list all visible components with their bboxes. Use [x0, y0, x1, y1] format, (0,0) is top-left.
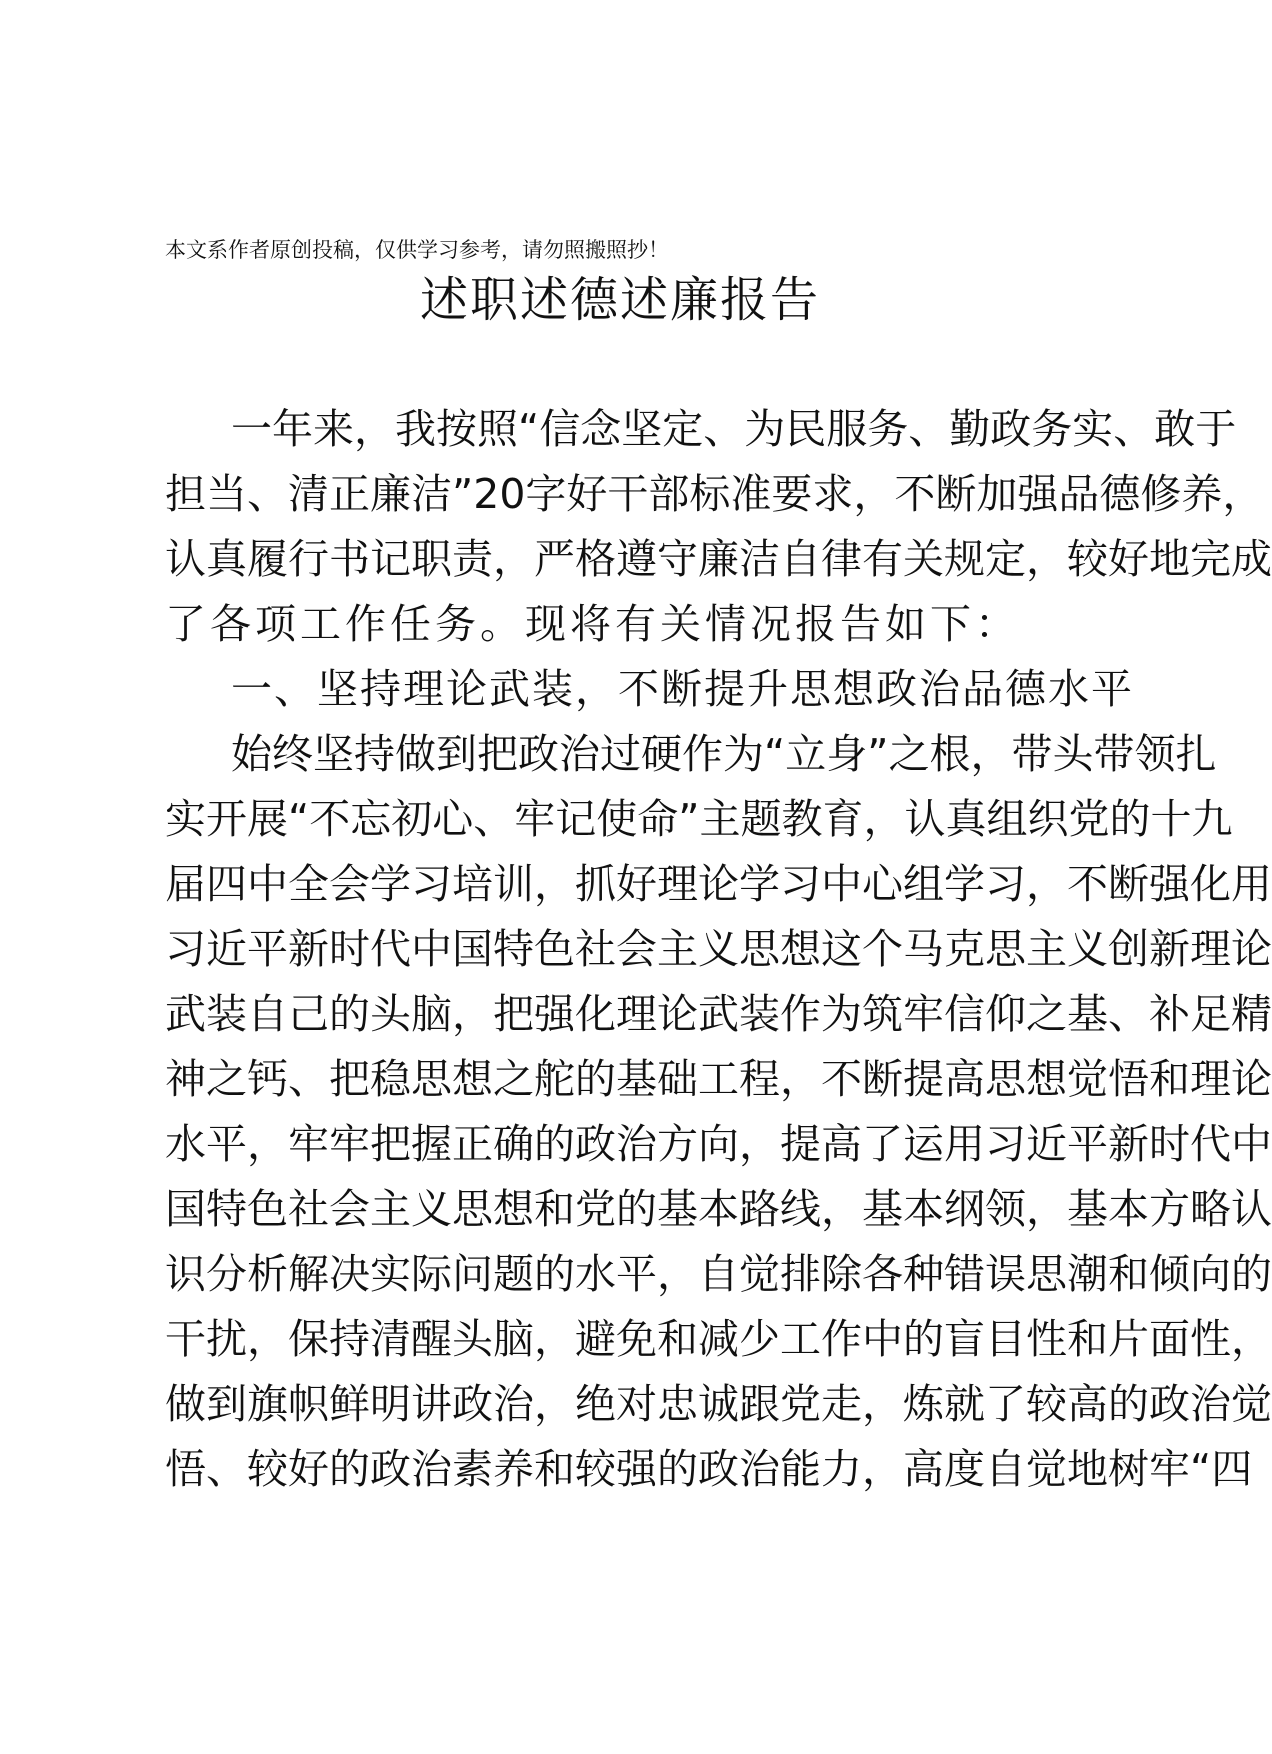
- document-body: [165, 397, 1272, 1502]
- paragraph-line: 做到旗帜鲜明讲政治，绝对忠诚跟党走，炼就了较高的政治觉: [165, 1380, 1272, 1428]
- paragraph-line: 水平，牢牢把握正确的政治方向，提高了运用习近平新时代中: [165, 1120, 1272, 1168]
- paragraph-line: 神之钙、把稳思想之舵的基础工程，不断提高思想觉悟和理论: [165, 1055, 1272, 1103]
- paragraph-line: 担当、清正廉洁”20字好干部标准要求，不断加强品德修养，: [165, 470, 1264, 518]
- section-heading: 一、坚持理论武装，不断提升思想政治品德水平: [231, 665, 1134, 713]
- paragraph-line: 国特色社会主义思想和党的基本路线，基本纲领，基本方略认: [165, 1185, 1272, 1233]
- paragraph-line: 始终坚持做到把政治过硬作为“立身”之根，带头带领扎: [231, 730, 1217, 778]
- paragraph-line: 武装自己的头脑，把强化理论武装作为筑牢信仰之基、补足精: [165, 990, 1272, 1038]
- paragraph-line: 实开展“不忘初心、牢记使命”主题教育，认真组织党的十九: [165, 795, 1233, 843]
- copyright-notice: 本文系作者原创投稿，仅供学习参考，请勿照搬照抄！: [165, 238, 669, 262]
- paragraph-line: 一年来，我按照“信念坚定、为民服务、勤政务实、敢于: [231, 405, 1237, 453]
- paragraph-line: 识分析解决实际问题的水平，自觉排除各种错误思潮和倾向的: [165, 1250, 1272, 1298]
- paragraph-line: 届四中全会学习培训，抓好理论学习中心组学习，不断强化用: [165, 860, 1272, 908]
- paragraph-line: 习近平新时代中国特色社会主义思想这个马克思主义创新理论: [165, 925, 1272, 973]
- paragraph-line: 认真履行书记职责，严格遵守廉洁自律有关规定，较好地完成: [165, 535, 1272, 583]
- document-title: 述职述德述廉报告: [419, 272, 820, 328]
- paragraph-line: 了各项工作任务。现将有关情况报告如下：: [165, 600, 1020, 648]
- paragraph-line: 悟、较好的政治素养和较强的政治能力，高度自觉地树牢“四: [165, 1445, 1253, 1493]
- paragraph-line: 干扰，保持清醒头脑，避免和减少工作中的盲目性和片面性，: [165, 1315, 1272, 1363]
